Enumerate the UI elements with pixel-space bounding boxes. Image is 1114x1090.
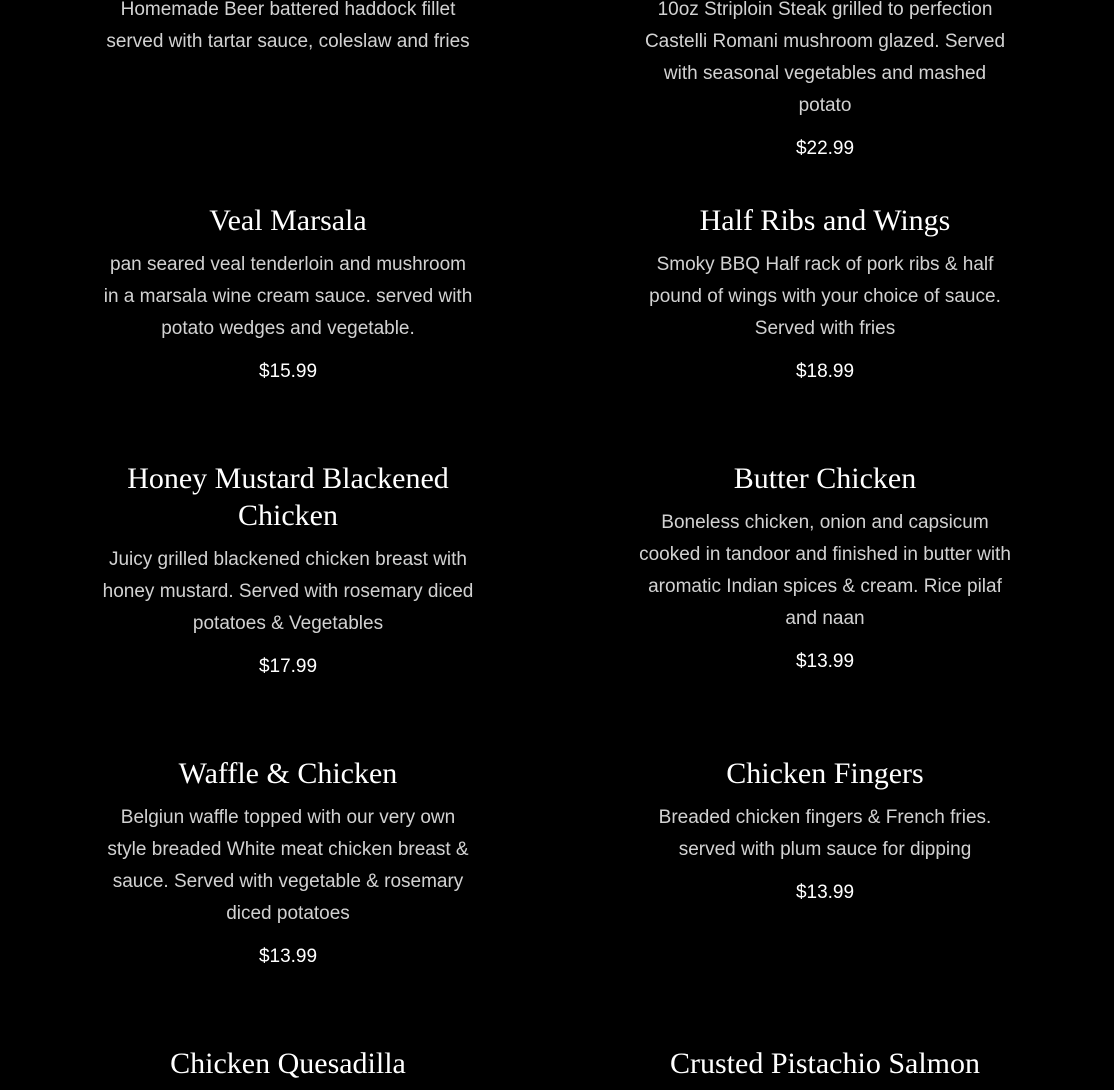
menu-item-title: Veal Marsala [209,204,367,237]
menu-item-title: Chicken Quesadilla [170,1047,406,1080]
menu-item-price: $17.99 [258,656,318,677]
menu-item-description: Belgiun waffle topped with our very own style breaded White meat chicken breast & sauce. Served with vegetable & rosemary diced potatoes [107,807,469,924]
menu-item-price: $18.99 [795,361,855,382]
menu-item-price: $13.99 [795,882,855,903]
menu-item-veal-marsala [88,202,488,384]
menu-item-title: Half Ribs and Wings [699,204,951,237]
menu-item-butter-chicken [625,460,1025,674]
menu-item-price: $13.99 [258,946,318,967]
menu-item-title: Crusted Pistachio Salmon [670,1047,980,1080]
menu-item-description: Smoky BBQ Half rack of pork ribs & half pound of wings with your choice of sauce. Served with fries [649,254,1001,339]
menu-item-chicken-fingers [625,755,1025,905]
menu-item-price: $15.99 [258,361,318,382]
menu-item-fish-and-chips [88,0,488,58]
menu-item-title: Waffle & Chicken [178,757,398,790]
menu-item-price: $22.99 [795,138,855,159]
menu-item-description: 10oz Striploin Steak grilled to perfection Castelli Romani mushroom glazed. Served with seasonal vegetables and mashed potato [644,0,1006,116]
menu-item-title: Butter Chicken [733,462,917,495]
menu-item-chicken-quesadilla [88,1045,488,1090]
menu-item-half-ribs-and-wings [625,202,1025,384]
menu-item-description: Breaded chicken fingers & French fries. served with plum sauce for dipping [658,807,992,860]
menu-item-description: Boneless chicken, onion and capsicum cooked in tandoor and finished in butter with aromatic Indian spices & cream. Rice pilaf and naan [639,512,1011,629]
menu-item-crusted-pistachio-salmon [625,1045,1025,1090]
menu-item-waffle-and-chicken [88,755,488,969]
menu-item-title: Chicken Fingers [726,757,924,790]
menu-item-description: Homemade Beer battered haddock fillet served with tartar sauce, coleslaw and fries [106,0,470,52]
menu-item-title: Honey Mustard Blackened Chicken [127,462,449,532]
menu-item-striploin-steak [625,0,1025,161]
menu-item-price: $13.99 [795,651,855,672]
menu-item-description: pan seared veal tenderloin and mushroom in a marsala wine cream sauce. served with potato wedges and vegetable. [103,254,473,339]
menu-item-honey-mustard-blackened-chicken [88,460,488,679]
menu-item-description: Juicy grilled blackened chicken breast with honey mustard. Served with rosemary diced potatoes & Vegetables [102,549,474,634]
